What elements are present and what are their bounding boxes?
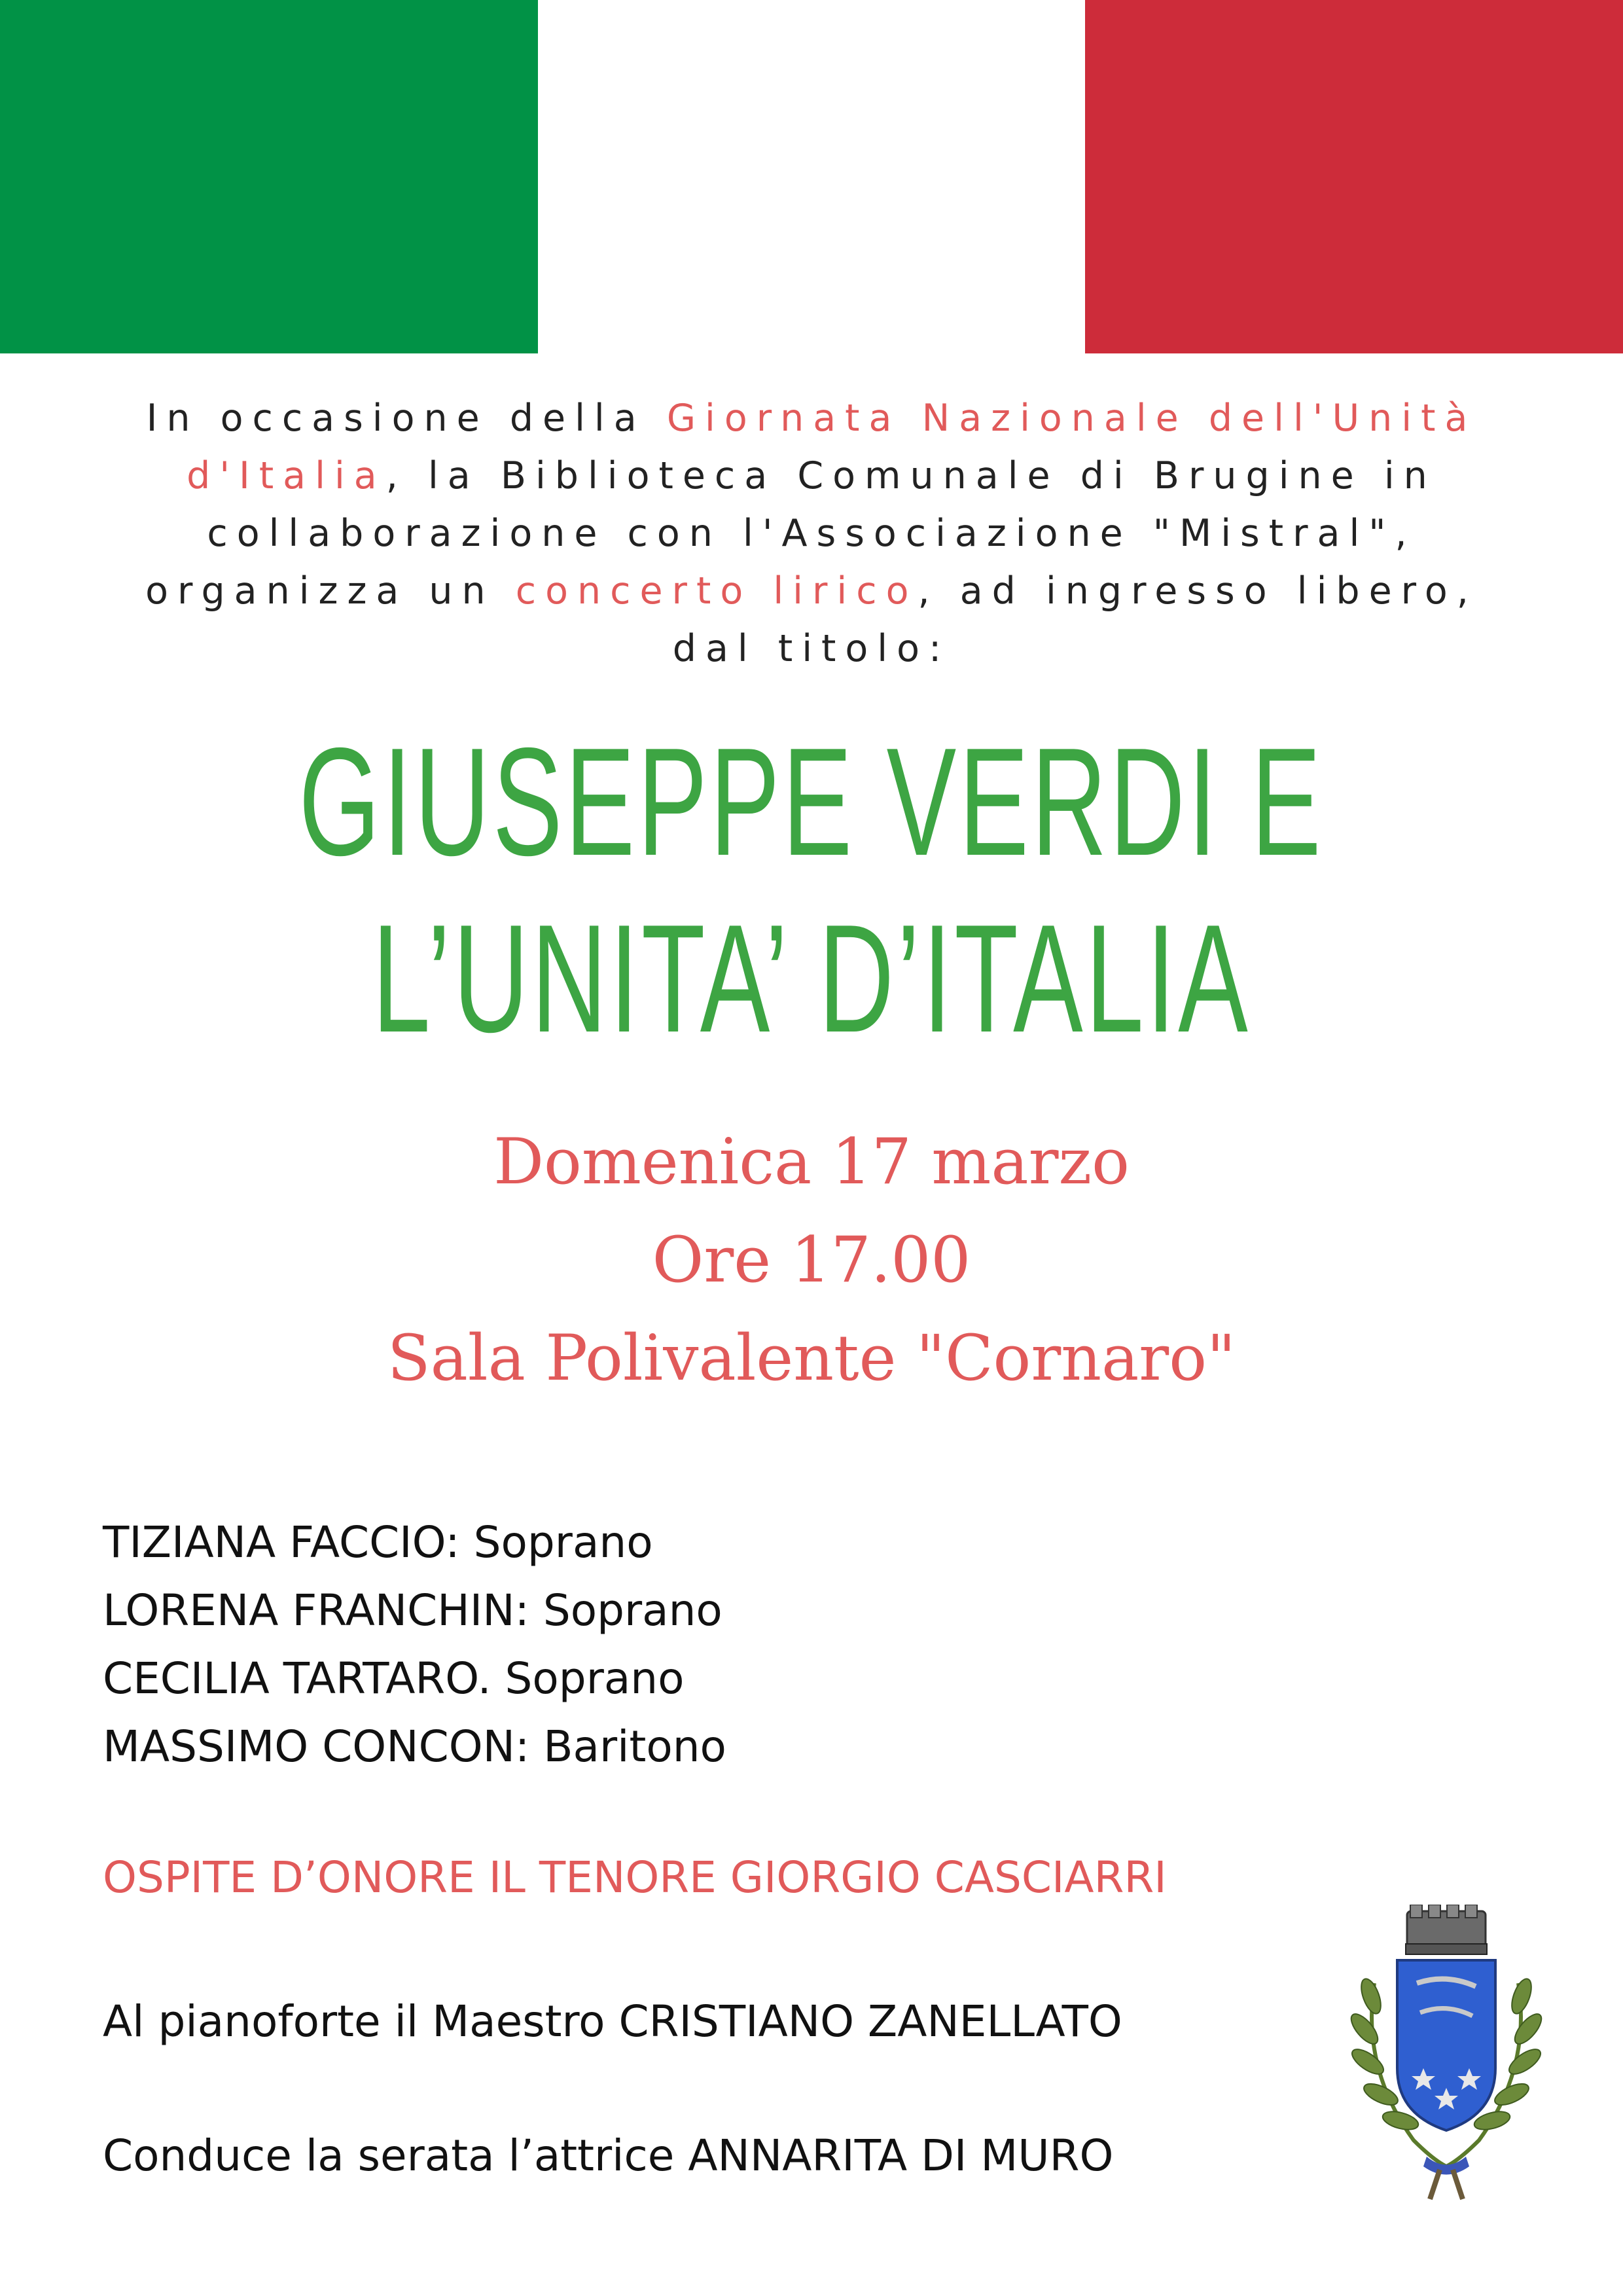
title-line-2: L’UNITA’ D’ITALIA: [372, 892, 1251, 1064]
event-details: [0, 1113, 1623, 1407]
cast-list: [103, 1509, 726, 1781]
cast-item: MASSIMO CONCON: Baritono: [103, 1721, 726, 1772]
event-time: Ore 17.00: [652, 1223, 971, 1297]
intro-paragraph: [124, 389, 1499, 677]
cast-item: LORENA FRANCHIN: Soprano: [103, 1585, 722, 1636]
flag-red-band: [1085, 0, 1623, 353]
host-line: Conduce la serata l’attrice ANNARITA DI MURO: [103, 2130, 1114, 2181]
flag-green-band: [0, 0, 538, 353]
guest-of-honor: OSPITE D’ONORE IL TENORE GIORGIO CASCIARRI: [103, 1852, 1167, 1903]
intro-text-2: , la Biblioteca Comunale di Brugine in collaborazione con l'Associazione "Mistral", organizza un: [145, 454, 1436, 613]
municipal-coat-of-arms-icon: [1335, 1905, 1558, 2206]
title-line-1: GIUSEPPE VERDI E: [298, 715, 1325, 888]
pianist-line: Al pianoforte il Maestro CRISTIANO ZANELLATO: [103, 1996, 1122, 2047]
event-venue: Sala Polivalente "Cornaro": [387, 1321, 1236, 1395]
intro-highlight-concerto: concerto lirico: [515, 569, 918, 613]
intro-text-1: In occasione della: [146, 397, 667, 440]
cast-item: CECILIA TARTARO. Soprano: [103, 1653, 685, 1704]
cast-item: TIZIANA FACCIO: Soprano: [103, 1517, 653, 1568]
intro-highlight-giornata: Giornata Nazionale dell'Unità d'Italia: [187, 397, 1477, 497]
event-date: Domenica 17 marzo: [493, 1125, 1130, 1198]
intro-text-3: , ad ingresso libero, dal titolo:: [672, 569, 1478, 670]
concert-title: [0, 713, 1623, 1067]
